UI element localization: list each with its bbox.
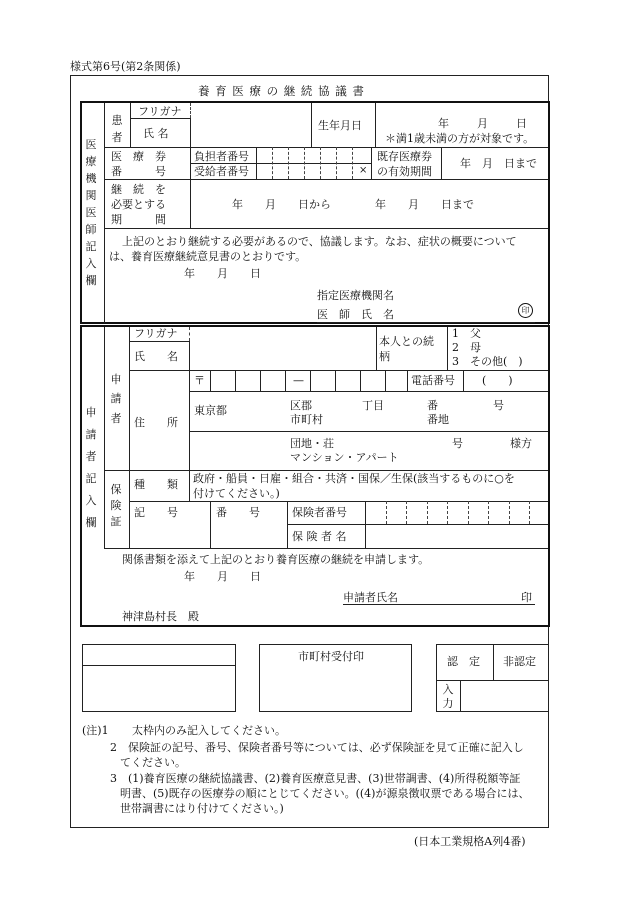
applicant-seal: 印 — [521, 591, 532, 604]
addressee: 神津島村長 殿 — [122, 610, 199, 623]
address-label: 住 所 — [134, 416, 178, 429]
period-text: 年 月 日から 年 月 日まで — [232, 198, 474, 211]
reject-label: 非認定 — [503, 655, 536, 668]
applicant-name-label: 氏 名 — [134, 350, 178, 363]
form-number: 様式第6号(第2条関係) — [70, 60, 181, 73]
patient-name-label: 氏 名 — [143, 127, 169, 140]
addr-chome: 丁目 — [362, 399, 384, 412]
postal-mark: 〒 — [194, 374, 205, 387]
medical-date: 年 月 日 — [184, 267, 261, 280]
addr-go: 号 — [493, 399, 504, 412]
relation-label-1: 本人との続 — [379, 335, 434, 348]
kind-label: 種 類 — [134, 478, 178, 491]
furigana-label: フリガナ — [138, 105, 182, 118]
cross-mark: × — [359, 165, 368, 176]
input-label: 入力 — [442, 683, 454, 711]
existing-ticket-1: 既存医療券 — [377, 150, 432, 163]
continue-label-2: 必要とする — [111, 198, 166, 211]
existing-ticket-2: の有効期間 — [377, 165, 432, 178]
blank-box — [82, 644, 236, 712]
kind-text-1: 政府・船員・日雇・組合・共済・国保／生保(該当するものに○を — [193, 472, 515, 485]
continue-label-1: 継 続 を — [111, 183, 166, 196]
existing-until: 年 月 日まで — [460, 157, 537, 170]
relation-option-2[interactable]: 2 母 — [452, 341, 481, 354]
form-title: 養 育 医 療 の 継 続 協 議 書 — [198, 84, 365, 98]
addr-sama: 様方 — [510, 437, 532, 450]
ticket-label-1: 医 療 券 — [111, 150, 166, 163]
note-3c: 世帯調書にはり付けてください。) — [120, 802, 284, 815]
postal-dash: — — [293, 374, 304, 387]
insurance-label: 保険証 — [110, 483, 122, 528]
insurer-name-label: 保 険 者 名 — [292, 530, 347, 543]
addr-shichoson: 市町村 — [290, 413, 323, 426]
note-3a: 3 (1)養育医療の継続協議書、(2)養育医療意見書、(3)世帯調書、(4)所得税額等証 — [110, 772, 521, 785]
apply-date: 年 月 日 — [184, 570, 261, 583]
recipient-number-label: 受給者番号 — [194, 165, 249, 178]
medical-side-label: 医療機関医師記入欄 — [85, 138, 97, 288]
addr-ku: 区郡 — [290, 399, 312, 412]
relation-label-2: 柄 — [379, 350, 390, 363]
relation-option-3[interactable]: 3 その他( ) — [452, 355, 523, 368]
note-3b: 明書、(5)既存の医療券の順にとじてください。((4)が源泉徴収票である場合には、 — [120, 787, 530, 800]
apply-text: 関係書類を添えて上記のとおり養育医療の継続を申請します。 — [122, 553, 430, 566]
phone-label: 電話番号 — [411, 374, 455, 387]
addr-mansion: マンション・アパート — [290, 451, 399, 464]
applicant-side-label: 申請者記入欄 — [85, 406, 97, 529]
note-2a: 2 保険証の記号、番号、保険者番号等については、必ず保険証を見て正確に記入し — [110, 741, 524, 754]
burden-number-label: 負担者番号 — [194, 150, 249, 163]
statement-line-1: 上記のとおり継続する必要があるので、協議します。なお、症状の概要について — [122, 235, 517, 248]
applicant-label: 申請者 — [110, 373, 122, 425]
birth-label: 生年月日 — [318, 119, 362, 132]
statement-line-2: は、養育医療継続意見書のとおりです。 — [109, 250, 307, 263]
birth-ymd: 年 月 日 — [438, 117, 529, 130]
note-lead: (注)1 — [82, 724, 109, 737]
addr-banchi: 番地 — [427, 413, 449, 426]
addr-ban: 番 — [427, 399, 438, 412]
note-2b: てください。 — [120, 756, 186, 769]
kind-text-2: 付けてください。) — [193, 487, 280, 500]
institution-label: 指定医療機関名 — [317, 289, 394, 302]
doctor-seal-icon: 印 — [518, 303, 533, 318]
number-label: 番 号 — [216, 506, 260, 519]
phone-paren: ( ) — [482, 374, 513, 387]
relation-option-1[interactable]: 1 父 — [452, 327, 481, 340]
patient-label: 患者 — [111, 114, 123, 145]
approve-label: 認 定 — [447, 655, 480, 668]
applicant-name-field-label: 申請者氏名 — [343, 591, 398, 604]
footer-standard: (日本工業規格A列4番) — [414, 835, 526, 848]
addr-tokyo: 東京都 — [194, 404, 227, 417]
note-1: 太枠内のみ記入してください。 — [132, 724, 286, 737]
addr-go2: 号 — [452, 437, 463, 450]
insurer-number-label: 保険者番号 — [292, 506, 347, 519]
receipt-label: 市町村受付印 — [298, 650, 364, 663]
ticket-label-2: 番 号 — [111, 165, 166, 178]
symbol-label: 記 号 — [134, 506, 178, 519]
applicant-furigana: フリガナ — [134, 327, 178, 340]
continue-label-3: 期 間 — [111, 213, 166, 226]
birth-note: ＊満1歳未満の方が対象です。 — [385, 132, 535, 145]
doctor-label: 医 師 氏 名 — [317, 308, 394, 321]
addr-danchi: 団地・荘 — [290, 437, 334, 450]
